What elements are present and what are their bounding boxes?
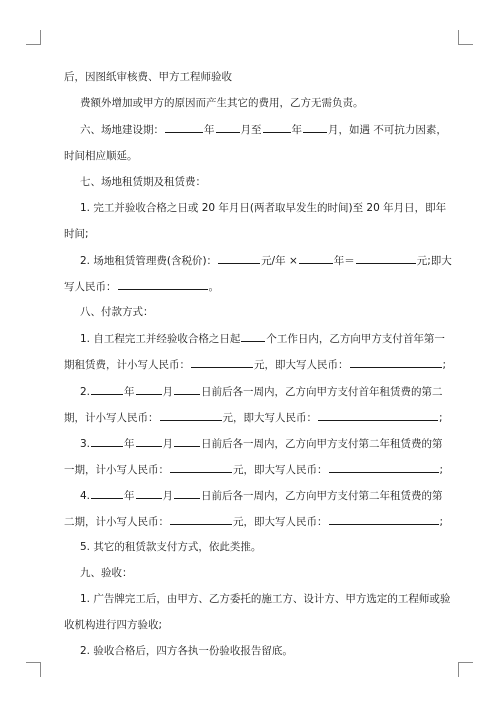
blank-underline[interactable] [318, 410, 438, 421]
text-segment: 写人民币： [64, 281, 117, 293]
blank-underline[interactable] [174, 488, 200, 499]
blank-underline[interactable] [218, 253, 260, 264]
text-line: 1. 完工并验收合格之日或 20 年月日(两者取早发生的时间)至 20 年月日，即年 [80, 202, 447, 214]
text-segment: 期，计小写人民币： [64, 412, 159, 424]
blank-underline[interactable] [263, 122, 291, 133]
text-segment: 期租赁费，计小写人民币： [64, 359, 190, 371]
text-line [64, 514, 444, 528]
text-segment: ; [442, 359, 447, 371]
text-segment: 元，即大写人民币： [233, 464, 328, 476]
text-segment: 。 [208, 281, 219, 293]
text-segment: 一期，计小写人民币： [64, 464, 169, 476]
blank-underline[interactable] [136, 384, 162, 395]
text-segment: 二期，计小写人民币： [64, 516, 169, 528]
blank-underline[interactable] [329, 462, 439, 473]
blank-underline[interactable] [91, 436, 123, 447]
crop-mark-top-right [458, 30, 473, 45]
text-segment: ; [439, 464, 444, 476]
text-segment: 元，即大写人民币： [222, 412, 317, 424]
blank-underline[interactable] [160, 410, 222, 421]
crop-mark-bottom-right [458, 662, 473, 677]
section-heading: 九、验收： [80, 567, 133, 579]
blank-underline[interactable] [91, 488, 123, 499]
blank-underline[interactable] [91, 384, 123, 395]
text-line [64, 357, 447, 371]
text-segment: 日前后各一周内，乙方向甲方支付第二年租赁费的第 [201, 438, 443, 450]
text-segment: 3. [80, 438, 91, 450]
blank-underline[interactable] [356, 253, 416, 264]
text-segment: 月，如遇 不可抗力因素， [328, 124, 447, 136]
text-line: 5. 其它的租赁款支付方式，依此类推。 [80, 541, 262, 553]
text-segment: 月 [162, 386, 174, 398]
text-segment: 年＝ [333, 255, 355, 267]
section-heading: 七、场地租赁期及租赁费： [80, 176, 206, 188]
blank-underline[interactable] [136, 488, 162, 499]
text-line [64, 279, 444, 293]
text-segment: 年 [204, 124, 215, 136]
text-line: 1. 广告牌完工后，由甲方、乙方委托的施工方、设计方、甲方选定的工程师或验 [80, 593, 451, 605]
text-segment: 日前后各一周内，乙方向甲方支付首年租赁费的第二 [201, 386, 443, 398]
text-line [80, 384, 444, 398]
text-line: 2. 验收合格后，四方各执一份验收报告留底。 [80, 645, 293, 657]
text-line: 时间相应顺延。 [64, 150, 138, 162]
blank-underline[interactable] [329, 514, 439, 525]
text-segment: ; [439, 412, 443, 424]
blank-underline[interactable] [165, 122, 203, 133]
section-heading: 八、付款方式： [80, 306, 154, 318]
text-segment: 元;即大 [416, 255, 452, 267]
blank-underline[interactable] [174, 384, 200, 395]
text-segment: 月 [162, 438, 174, 450]
text-line [80, 331, 444, 345]
text-line: 时间; [64, 228, 89, 240]
text-segment: 年 [124, 438, 135, 450]
blank-underline[interactable] [170, 514, 232, 525]
text-segment: 个工作日内，乙方向甲方支付首年第一 [266, 333, 445, 345]
blank-underline[interactable] [299, 253, 333, 264]
text-segment: 4. [80, 490, 91, 502]
text-segment: 元，即大写人民币： [233, 516, 328, 528]
text-line: 后，因图纸审核费、甲方工程师验收 [64, 71, 232, 83]
text-line [80, 436, 444, 450]
text-segment: 年 [124, 386, 135, 398]
crop-mark-top-left [26, 30, 41, 45]
text-segment: 2. [80, 386, 91, 398]
text-segment: 年 [291, 124, 302, 136]
text-line: 收机构进行四方验收; [64, 619, 163, 631]
blank-underline[interactable] [303, 122, 327, 133]
blank-underline[interactable] [174, 436, 200, 447]
text-segment: 元，即大写人民币： [254, 359, 349, 371]
text-segment: 年 [124, 490, 135, 502]
text-line [64, 410, 444, 424]
text-line [80, 253, 452, 267]
text-line [80, 488, 444, 502]
text-segment: ; [439, 516, 444, 528]
text-segment: 元/年 × [261, 255, 298, 267]
text-segment: 六、场地建设期： [80, 124, 164, 136]
blank-underline[interactable] [350, 357, 442, 368]
blank-underline[interactable] [216, 122, 240, 133]
text-line: 费额外增加或甲方的原因而产生其它的费用，乙方无需负责。 [80, 97, 364, 109]
text-segment: 1. 自工程完工并经验收合格之日起 [80, 333, 241, 345]
text-line [80, 122, 447, 136]
text-segment: 2. 场地租赁管理费(含税价)： [80, 255, 218, 267]
blank-underline[interactable] [241, 331, 265, 342]
crop-mark-bottom-left [26, 662, 41, 677]
blank-underline[interactable] [170, 462, 232, 473]
text-line [64, 462, 444, 476]
blank-underline[interactable] [118, 279, 208, 290]
blank-underline[interactable] [136, 436, 162, 447]
text-segment: 月至 [240, 124, 262, 136]
text-segment: 日前后各一周内，乙方向甲方支付第二年租赁费的第 [201, 490, 443, 502]
blank-underline[interactable] [191, 357, 253, 368]
text-segment: 月 [162, 490, 174, 502]
